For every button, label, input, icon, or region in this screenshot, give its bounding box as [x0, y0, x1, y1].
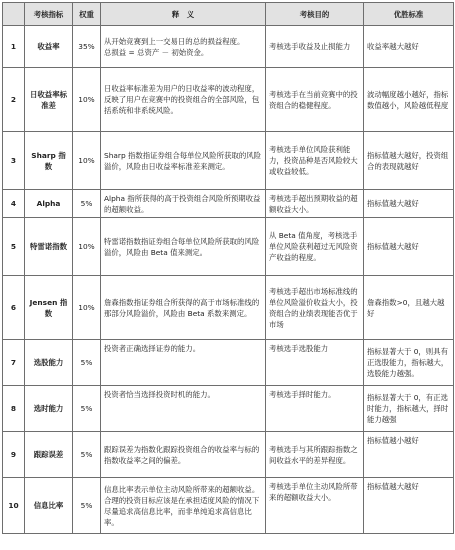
- indicator-criteria: 指标显著大于 0，有正选时能力，指标越大，择时能力越强: [364, 386, 454, 432]
- table-row: [3, 478, 454, 534]
- indicator-name: 日收益率标准差: [25, 68, 73, 132]
- indicator-criteria: 波动幅度越小越好，指标数值越小，风险越低程度: [364, 68, 454, 132]
- row-number: 9: [3, 432, 25, 478]
- indicator-purpose: 考核选手超出预期收益的超额收益大小。: [266, 190, 364, 218]
- indicator-table: [2, 2, 454, 534]
- meaning-formula: 总损益 = 总资产 － 初始资金。: [104, 47, 209, 57]
- header-weight: 权重: [73, 3, 101, 26]
- row-number: 10: [3, 478, 25, 534]
- indicator-name: Alpha: [25, 190, 73, 218]
- indicator-meaning: 日收益率标准差为用户的日收益率的波动程度，反映了用户在竞赛中的投资组合的全部风险，包括系统和非系统风险。: [101, 68, 266, 132]
- table-row: [3, 386, 454, 432]
- indicator-name: Jensen 指数: [25, 276, 73, 340]
- table-row: [3, 190, 454, 218]
- indicator-purpose: 考核选手择时能力。: [266, 386, 364, 432]
- indicator-name: 选时能力: [25, 386, 73, 432]
- indicator-criteria: 收益率越大越好: [364, 26, 454, 68]
- indicator-weight: 10%: [73, 68, 101, 132]
- indicator-weight: 5%: [73, 340, 101, 386]
- row-number: 8: [3, 386, 25, 432]
- indicator-purpose: 考核选手与其所跟踪指数之间收益水平的差异程度。: [266, 432, 364, 478]
- indicator-criteria: 指标显著大于 0，则具有正选股能力，指标越大，选股能力越强。: [364, 340, 454, 386]
- row-number: 7: [3, 340, 25, 386]
- indicator-purpose: 考核选手超出市场标准线的单位风险溢价收益大小，投资组合的业绩表现能否优于市场: [266, 276, 364, 340]
- indicator-weight: 10%: [73, 218, 101, 276]
- indicator-meaning: Alpha 指所获得的高于投资组合风险所预期收益的超额收益。: [101, 190, 266, 218]
- table-row: [3, 26, 454, 68]
- table-row: [3, 432, 454, 478]
- table-row: [3, 132, 454, 190]
- indicator-meaning: 詹森指数指证券组合所获得的高于市场标准线的那部分风险溢价，风险由 Beta 系数来测定。: [101, 276, 266, 340]
- indicator-criteria: 指标值越大越好: [364, 218, 454, 276]
- indicator-meaning: 特雷诺指数指证券组合每单位风险所获取的风险溢价，风险由 Beta 值来测定。: [101, 218, 266, 276]
- row-number: 4: [3, 190, 25, 218]
- table-row: [3, 218, 454, 276]
- row-number: 1: [3, 26, 25, 68]
- indicator-purpose: 考核选手选股能力: [266, 340, 364, 386]
- indicator-weight: 10%: [73, 132, 101, 190]
- indicator-purpose: 考核选手收益及止损能力: [266, 26, 364, 68]
- indicator-name: Sharp 指数: [25, 132, 73, 190]
- indicator-criteria: 詹森指数>0，且越大越好: [364, 276, 454, 340]
- indicator-weight: 35%: [73, 26, 101, 68]
- row-number: 5: [3, 218, 25, 276]
- row-number: 2: [3, 68, 25, 132]
- header-purpose: 考核目的: [266, 3, 364, 26]
- header-criteria: 优胜标准: [364, 3, 454, 26]
- indicator-weight: 10%: [73, 276, 101, 340]
- row-number: 6: [3, 276, 25, 340]
- indicator-name: 收益率: [25, 26, 73, 68]
- indicator-criteria: 指标值越大越好: [364, 190, 454, 218]
- indicator-name: 信息比率: [25, 478, 73, 534]
- indicator-purpose: 从 Beta 值角度，考核选手单位风险获利超过无风险资产收益的程度。: [266, 218, 364, 276]
- indicator-meaning: 跟踪误差为指数化跟踪投资组合的收益率与标的指数收益率之间的偏差。: [101, 432, 266, 478]
- table-row: [3, 340, 454, 386]
- indicator-meaning: 信息比率表示单位主动风险所带来的超额收益。合理的投资目标应该是在承担适度风险的情况下尽量追求高信息比率，而非单纯追求高信息比率。: [101, 478, 266, 534]
- header-no: [3, 3, 25, 26]
- header-indicator: 考核指标: [25, 3, 73, 26]
- row-number: 3: [3, 132, 25, 190]
- indicator-purpose: 考核选手在当前竞赛中的投资组合的稳健程度。: [266, 68, 364, 132]
- indicator-criteria: 指标值越大越好，投资组合的表现就越好: [364, 132, 454, 190]
- indicator-meaning: Sharp 指数指证券组合每单位风险所获取的风险溢价，风险由日收益率标准差来测定。: [101, 132, 266, 190]
- indicator-meaning: 投资者恰当选择投资时机的能力。: [101, 386, 266, 432]
- meaning-line: 从开始竞赛到上一交易日的总的损益程度。: [104, 36, 245, 46]
- indicator-meaning: [101, 26, 266, 68]
- table-row: [3, 68, 454, 132]
- indicator-weight: 5%: [73, 190, 101, 218]
- header-meaning: 释 义: [101, 3, 266, 26]
- indicator-name: 选股能力: [25, 340, 73, 386]
- indicator-purpose: 考核选手单位主动风险所带来的超额收益大小。: [266, 478, 364, 534]
- indicator-purpose: 考核选手单位风险获利能力，投资品种是否风险较大或收益较低。: [266, 132, 364, 190]
- indicator-criteria: 指标值越大越好: [364, 478, 454, 534]
- indicator-name: 跟踪误差: [25, 432, 73, 478]
- indicator-criteria: 指标值越小越好: [364, 432, 454, 478]
- header-row: [3, 3, 454, 26]
- table-row: [3, 276, 454, 340]
- indicator-name: 特雷诺指数: [25, 218, 73, 276]
- indicator-weight: 5%: [73, 432, 101, 478]
- indicator-meaning: 投资者正确选择证券的能力。: [101, 340, 266, 386]
- indicator-weight: 5%: [73, 478, 101, 534]
- indicator-weight: 5%: [73, 386, 101, 432]
